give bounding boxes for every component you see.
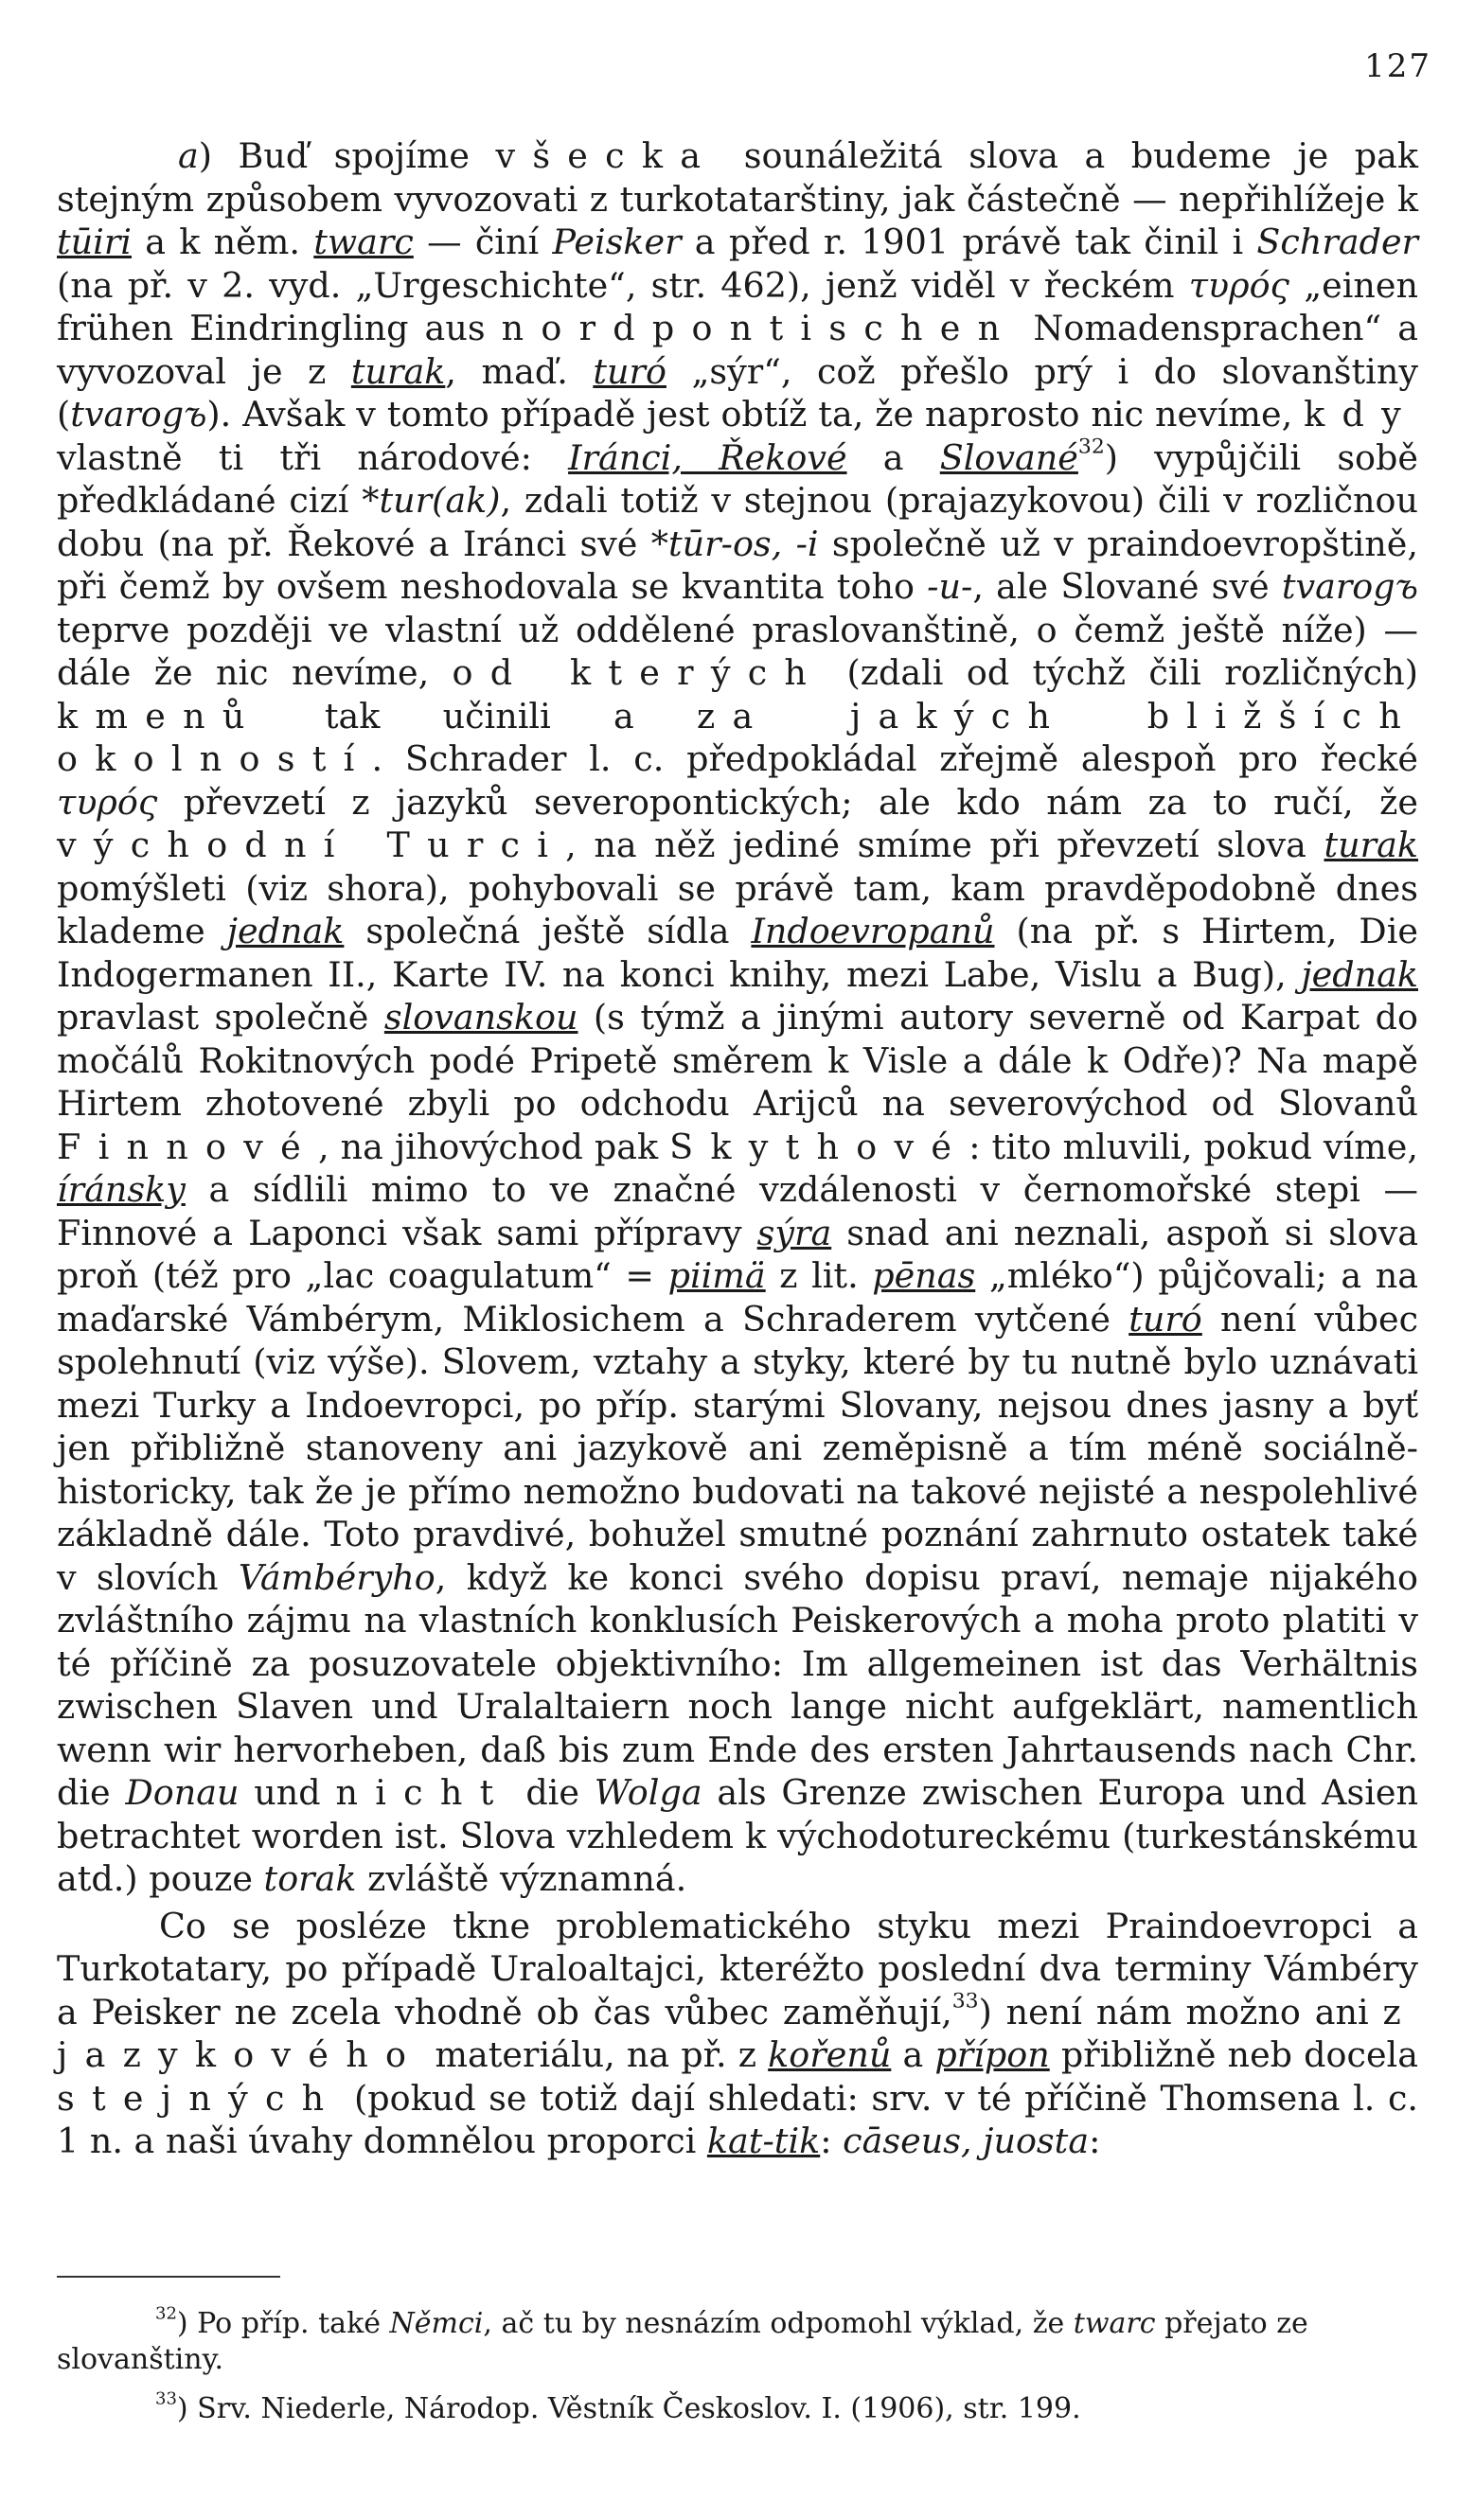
text-run: materiálu, na př. z <box>423 2034 769 2075</box>
author-name: Vámbéryho <box>238 1556 435 1598</box>
text-run: , ač tu by nesnázím odpomohl výklad, že <box>483 2307 1074 2340</box>
term: piimä <box>667 1255 766 1296</box>
term: Wolga <box>594 1772 702 1813</box>
text-run: : <box>1089 2121 1101 2161</box>
spaced-text: z jazykového <box>57 1991 1418 2075</box>
term: jednak <box>226 911 345 951</box>
text-run: , když ke konci svého dopisu praví, nemaje nijakého zvláštního zájmu na vlastních konklusích Peiskerových a moha proto platiti v té příčině za posuzovatele objektivního: Im allgemeinen ist das Verhältnis zwischen Slaven und Uralaltaiern noch lange nicht aufgeklärt, namentlich wenn wir hervorheben, daß bis zum Ende des ersten Jahrtausends nach Chr. die <box>57 1556 1418 1813</box>
greek-term: τυρός <box>1188 264 1289 306</box>
text-run: společná ještě sídla <box>344 911 752 951</box>
footnote-ref-33[interactable]: 33 <box>951 1988 979 2013</box>
paragraph-2 <box>57 1905 1418 2163</box>
term: sýra <box>756 1212 832 1253</box>
text-run: : <box>820 2121 844 2161</box>
footnote-33 <box>57 2388 1418 2427</box>
footnote-32 <box>57 2303 1418 2378</box>
text-run: a před r. 1901 právě tak činil i <box>681 222 1257 262</box>
text-run: pravlast společně <box>57 997 384 1038</box>
term: Donau <box>125 1772 240 1813</box>
term: tvarogъ <box>70 394 207 435</box>
text-run: „sýr“, což přešlo prý i do slovanštiny ( <box>57 350 1418 435</box>
text-run: sounáležitá slova a budeme je pak stejným způsobem vyvozovati z turkotatarštiny, jak částečně — nepřihlížeje k <box>57 135 1419 220</box>
footnote-number: 33 <box>155 2388 177 2409</box>
footnote-ref-32[interactable]: 32 <box>1077 434 1105 458</box>
term: torak <box>263 1858 357 1899</box>
greek-term: τυρός <box>57 781 158 823</box>
term: twarc <box>1073 2307 1156 2340</box>
text-run: — činí <box>413 222 553 262</box>
author-name: Schrader <box>1256 222 1418 262</box>
text-run: společně už v praindoevropštině, při čemž by ovšem neshodovala se kvantita toho <box>57 523 1418 607</box>
spaced-text: nicht <box>335 1772 511 1813</box>
term: cāseus, juosta <box>843 2121 1090 2161</box>
text-run: die <box>510 1772 595 1813</box>
text-run: . Schrader l. c. předpokládal zřejmě alespoň pro řecké <box>371 738 1418 779</box>
term: turó <box>593 350 666 392</box>
page-number: 127 <box>1364 47 1431 85</box>
text-run: , ale Slované své <box>972 566 1282 607</box>
spaced-text: kmenů <box>57 695 262 736</box>
spaced-text: od kterých <box>452 652 825 693</box>
text-run: ) není nám možno ani <box>978 1991 1383 2032</box>
term: tūiri <box>57 222 132 262</box>
footnote-number: 32 <box>155 2303 177 2324</box>
spaced-text: východní Turci <box>57 825 566 865</box>
text-run: „mléko“) půjčovali; a na maďarské Vámbérym, Miklosichem a Schraderem vytčené <box>57 1255 1419 1340</box>
term: Němci <box>389 2307 484 2340</box>
text-run: (pokud se totiž dají shledati: srv. v té příčině Thomsena l. c. 1 n. a naši úvahy domnělou proporci <box>57 2077 1418 2161</box>
text-run: ) Srv. Niederle, Národop. Věstník Českoslov. I. (1906), str. 199. <box>176 2392 1081 2425</box>
text-run: a k něm. <box>131 222 314 262</box>
text-run: , maď. <box>445 350 594 392</box>
term: turak <box>1324 825 1418 865</box>
list-marker: a <box>178 135 199 176</box>
text-run: , na jihovýchod pak <box>317 1126 670 1167</box>
footnote-divider <box>57 2276 280 2278</box>
text-run: z lit. <box>765 1255 873 1296</box>
text-run: , zdali totiž v stejnou (prajazykovou) čili v rozličnou dobu (na př. Řekové a Iránci své <box>57 480 1418 564</box>
term: -u- <box>927 566 973 607</box>
text-run: ). Avšak v tomto případě jest obtíž ta, že naprosto nic nevíme, <box>206 394 1305 435</box>
term: *tūr-os, -i <box>650 523 819 564</box>
term: turó <box>1128 1298 1202 1340</box>
term: Slované <box>939 436 1078 478</box>
paragraph-1 <box>57 134 1418 1901</box>
footnotes <box>57 2303 1418 2440</box>
text-run: není vůbec spolehnutí (viz výše). Slovem, vztahy a styky, které by tu nutně bylo uznávati mezi Turky a Indoevropci, po příp. starými Slovany, nejsou dnes jasny a byť jen přibližně stanoveny ani jazykově ani zeměpisně a tím méně sociálně-historicky, tak že je přímo nemožno budovati na takové nejisté a nespolehlivé základně dále. Toto pravdivé, bohužel smutné poznání zahrnuto ostatek také v slovích <box>57 1298 1419 1598</box>
term: Indoevropanů <box>751 911 995 951</box>
text-run: , na něž jediné smíme při převzetí slova <box>565 825 1324 865</box>
term: přípon <box>934 2034 1050 2075</box>
text-run: (na př. s Hirtem, Die Indogermanen II., Karte IV. na konci knihy, mezi Labe, Vislu a Bug), <box>57 911 1418 995</box>
body-text <box>57 134 1418 2163</box>
text-run: zvláště významná. <box>356 1858 687 1899</box>
text-run: : tito mluvili, pokud víme, <box>969 1126 1418 1167</box>
term: slovanskou <box>383 997 578 1038</box>
text-run: pomýšleti (viz shora), pohybovali se právě tam, kam pravděpodobně dnes klademe <box>57 867 1418 951</box>
text-run: teprve později ve vlastní už oddělené praslovanštině, o čemž ještě níže) — dále že nic nevíme, <box>57 609 1418 693</box>
spaced-text: všecka <box>495 135 719 176</box>
term: íránsky <box>57 1169 186 1210</box>
text-run: a <box>891 2034 935 2075</box>
text-run: (s týmž a jinými autory severně od Karpat do močálů Rokitnových podé Pripetě směrem k Visle a dále k Odře)? Na mapě Hirtem zhotovené zbyli po odchodu Arijců na severovýchod od Slovanů <box>57 997 1418 1124</box>
term: tvarogъ <box>1281 566 1418 607</box>
text-run: přejato ze slovanštiny. <box>57 2307 1308 2376</box>
term: kat-tik <box>706 2121 821 2161</box>
text-run: přibližně neb docela <box>1049 2034 1418 2075</box>
text-run: „einen frühen Eindringling aus <box>57 264 1418 348</box>
author-name: Peisker <box>552 222 682 262</box>
text-run: a <box>846 436 940 478</box>
spaced-text: kdy <box>1304 394 1418 435</box>
text-run: ) Po příp. také <box>176 2307 390 2340</box>
term: pēnas <box>872 1255 976 1296</box>
text-run: vlastně ti tři národové: <box>57 436 569 478</box>
text-run: Co se posléze tkne problematického styku mezi Praindoevropci a Turkotatary, po případě Uraloaltajci, kteréžto poslední dva terminy Vámbéry a Peisker ne zcela vhodně ob čas vůbec zaměňují, <box>57 1905 1418 2032</box>
text-run: und <box>239 1772 336 1813</box>
spaced-text: Finnové <box>57 1126 318 1167</box>
spaced-text: za jakých bližších okolností <box>57 695 1418 779</box>
term: twarc <box>313 222 414 262</box>
text-run: als Grenze zwischen Europa und Asien betrachtet worden ist. Slova vzhledem k východotureckému (turkestánskému atd.) pouze <box>57 1772 1418 1899</box>
text-run: ) vypůjčili sobě předkládané cizí <box>57 436 1418 521</box>
text-run: (na př. v 2. vyd. „Urgeschichte“, str. 462), jenž viděl v řeckém <box>57 264 1189 306</box>
term: Iránci, Řekové <box>568 436 847 478</box>
text-run: (zdali od týchž čili rozličných) <box>824 652 1418 693</box>
text-run: snad ani neznali, aspoň si slova proň (též pro „lac coagulatum“ = <box>57 1212 1418 1296</box>
spaced-text: stejných <box>57 2077 342 2119</box>
text-run: ) Buď spojíme <box>198 135 496 176</box>
text-run: tak učinili a <box>261 695 697 736</box>
term: *tur(ak) <box>362 480 501 521</box>
term: jednak <box>1301 953 1418 995</box>
text-run: Nomadensprachen“ a vyvozoval je z <box>57 308 1419 392</box>
text-run: a sídlili mimo to ve značné vzdálenosti v černomořské stepi — Finnové a Laponci však sami přípravy <box>57 1169 1418 1253</box>
term: kořenů <box>768 2034 892 2075</box>
spaced-text: Skythové <box>669 1126 969 1167</box>
spaced-text: nordpontischen <box>501 308 1018 348</box>
text-run: převzetí z jazyků severopontických; ale kdo nám za to ručí, že <box>157 781 1418 823</box>
term: turak <box>350 350 446 392</box>
